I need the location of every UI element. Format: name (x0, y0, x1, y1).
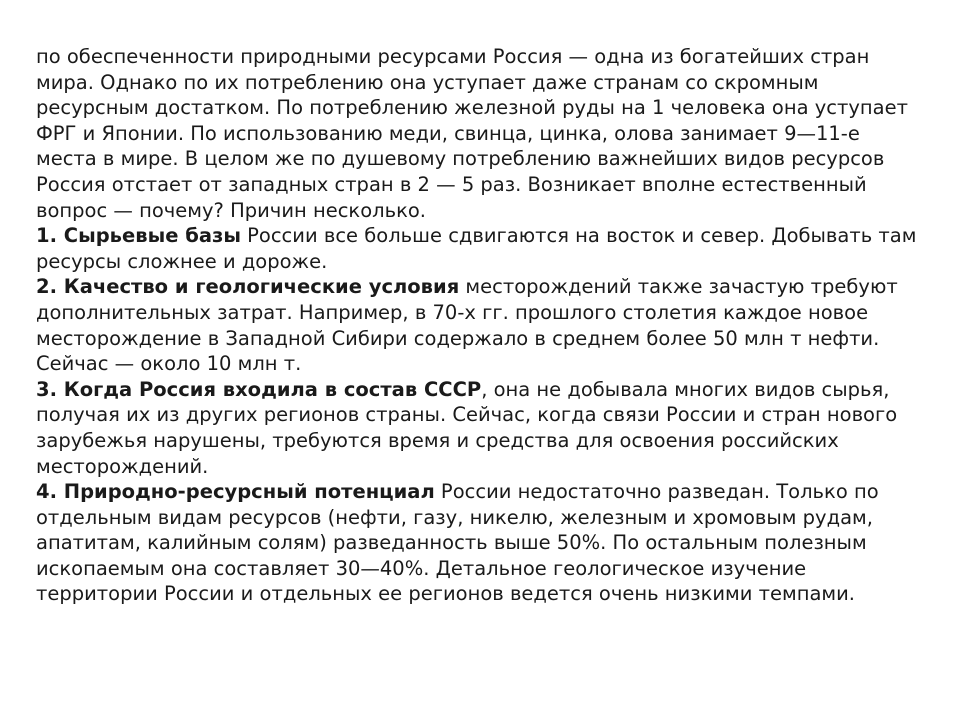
reason-text-1: России все больше сдвигаются на восток и север. Добывать там ресурсы сложнее и дороже. (36, 224, 917, 273)
reason-text-2: месторождений также зачастую требуют дополнительных затрат. Например, в 70-х гг. прошлого столетия каждое новое месторождение в Западной Сибири содержало в среднем более 50 млн т нефти. Сейчас — около 10 млн т. (36, 275, 898, 376)
reason-text-3: , она не добывала многих видов сырья, получая их из других регионов страны. Сейчас, когда связи России и стран нового зарубежья нарушены, требуются время и средства для освоения российских месторождений. (36, 377, 898, 478)
reason-item-1 (36, 223, 926, 274)
reason-item-4 (36, 479, 926, 607)
intro-paragraph: по обеспеченности природными ресурсами Россия — одна из богатейших стран мира. Однако по их потреблению она уступает даже странам со скромным ресурсным достатком. По потреблению железной руды на 1 человека она уступает ФРГ и Японии. По использованию меди, свинца, цинка, олова занимает 9—11-е места в мире. В целом же по душевому потреблению важнейших видов ресурсов Россия отстает от западных стран в 2 — 5 раз. Возникает вполне естественный вопрос — почему? Причин несколько. (36, 45, 908, 222)
reason-item-3 (36, 377, 926, 479)
reason-item-2 (36, 274, 926, 376)
reason-text-4: России недостаточно разведан. Только по отдельным видам ресурсов (нефти, газу, никелю, железным и хромовым рудам, апатитам, калийным солям) разведанность выше 50%. По остальным полезным ископаемым она составляет 30—40%. Детальное геологическое изучение территории России и отдельных ее регионов ведется очень низкими темпами. (36, 480, 879, 606)
reason-title-3: 3. Когда Россия входила в состав СССР (36, 377, 482, 401)
reason-title-2: 2. Качество и геологические условия (36, 275, 460, 299)
reason-title-1: 1. Сырьевые базы (36, 224, 241, 248)
reason-title-4: 4. Природно-ресурсный потенциал (36, 480, 435, 504)
slide-text-block (36, 44, 926, 607)
